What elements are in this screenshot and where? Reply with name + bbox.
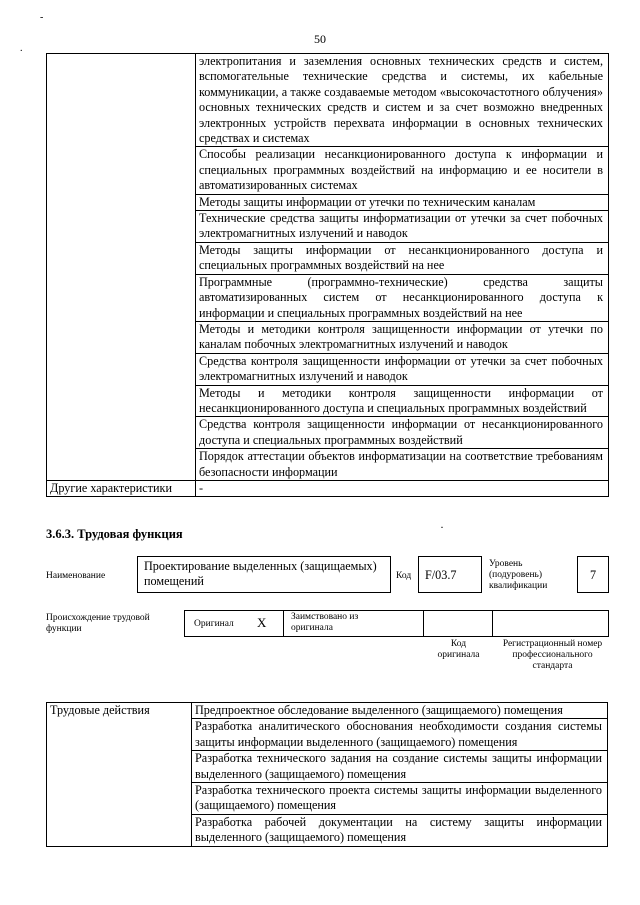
labor-action: Разработка технического проекта системы защиты информации выделенного (защищаемого) помещения (192, 783, 608, 815)
scan-mark: - (40, 12, 44, 23)
row-text: Способы реализации несанкционированного доступа к информации и специальных программных воздействий на информацию и ее носители в автоматизированных системах (196, 147, 609, 194)
row-text: Технические средства защиты информатизации от утечки за счет побочных электромагнитных излучений и наводок (196, 211, 609, 243)
requirements-table (46, 53, 609, 497)
table-row (47, 54, 609, 147)
scan-mark: . (20, 43, 23, 54)
row-label (47, 54, 196, 481)
row-text: Методы и методики контроля защищенности информации от несанкционированного доступа и специальных программных воздействий (196, 385, 609, 417)
level-box (577, 556, 609, 593)
code-caption: Код оригинала (437, 639, 480, 660)
origin-box (184, 610, 609, 637)
row-text: Методы и методики контроля защищенности информации от утечки по каналам побочных электромагнитных излучений и наводок (196, 321, 609, 353)
labor-action: Предпроектное обследование выделенного (защищаемого) помещения (192, 703, 608, 719)
labor-action: Разработка рабочей документации на систему защиты информации выделенного (защищаемого) помещения (192, 814, 608, 846)
code-box (418, 556, 482, 593)
page-number: 50 (314, 32, 326, 46)
row-text: Методы защиты информации от утечки по техническим каналам (196, 194, 609, 210)
row-text: Методы защиты информации от несанкционированного доступа и специальных программных воздействий на нее (196, 242, 609, 274)
divider (283, 610, 284, 637)
reg-caption: Регистрационный номер профессионального стандарта (502, 639, 603, 671)
level-label: Уровень (подуровень) квалификации (489, 559, 548, 591)
divider (423, 610, 424, 637)
origin-label: Происхождение трудовой функции (46, 613, 150, 634)
section-title: 3.6.3. Трудовая функция (46, 527, 183, 541)
function-name: Проектирование выделенных (защищаемых) помещений (144, 559, 377, 588)
name-label: Наименование (46, 571, 106, 581)
table-row (47, 703, 608, 719)
borrowed-label: Заимствовано из оригинала (291, 612, 359, 633)
original-mark: X (257, 615, 267, 630)
scan-mark: · (440, 520, 444, 534)
original-label: Оригинал (194, 619, 234, 629)
row-text: - (196, 480, 609, 496)
code-label: Код (396, 571, 412, 581)
row-text: Средства контроля защищенности информации от несанкционированного доступа и специальных программных воздействий (196, 417, 609, 449)
table-row (47, 480, 609, 496)
row-text: Программные (программно-технические) средства защиты автоматизированных систем от несанкционированного доступа к информации и специальных программных воздействий на нее (196, 274, 609, 321)
labor-actions-table (46, 702, 608, 847)
labor-action: Разработка аналитического обоснования необходимости создания системы защиты информации выделенного (защищаемого) помещения (192, 719, 608, 751)
function-code: F/03.7 (425, 568, 457, 582)
name-box (137, 556, 391, 593)
row-label: Другие характеристики (47, 480, 196, 496)
labor-action: Разработка технического задания на создание системы защиты информации выделенного (защищаемого) помещения (192, 751, 608, 783)
row-label: Трудовые действия (47, 703, 192, 847)
qualification-level: 7 (589, 568, 597, 582)
row-text: Средства контроля защищенности информации от утечки за счет побочных электромагнитных излучений и наводок (196, 353, 609, 385)
row-text: электропитания и заземления основных технических средств и систем, вспомогательные технические средства и системы, их кабельные коммуникации, а также создаваемые методом «высокочастотного облучения» основных технических средств и систем и за счет возможно внедренных электронных устройств перехвата информации в основных технических средствах и системах (196, 54, 609, 147)
row-text: Порядок аттестации объектов информатизации на соответствие требованиям безопасности информации (196, 449, 609, 481)
divider (492, 610, 493, 637)
